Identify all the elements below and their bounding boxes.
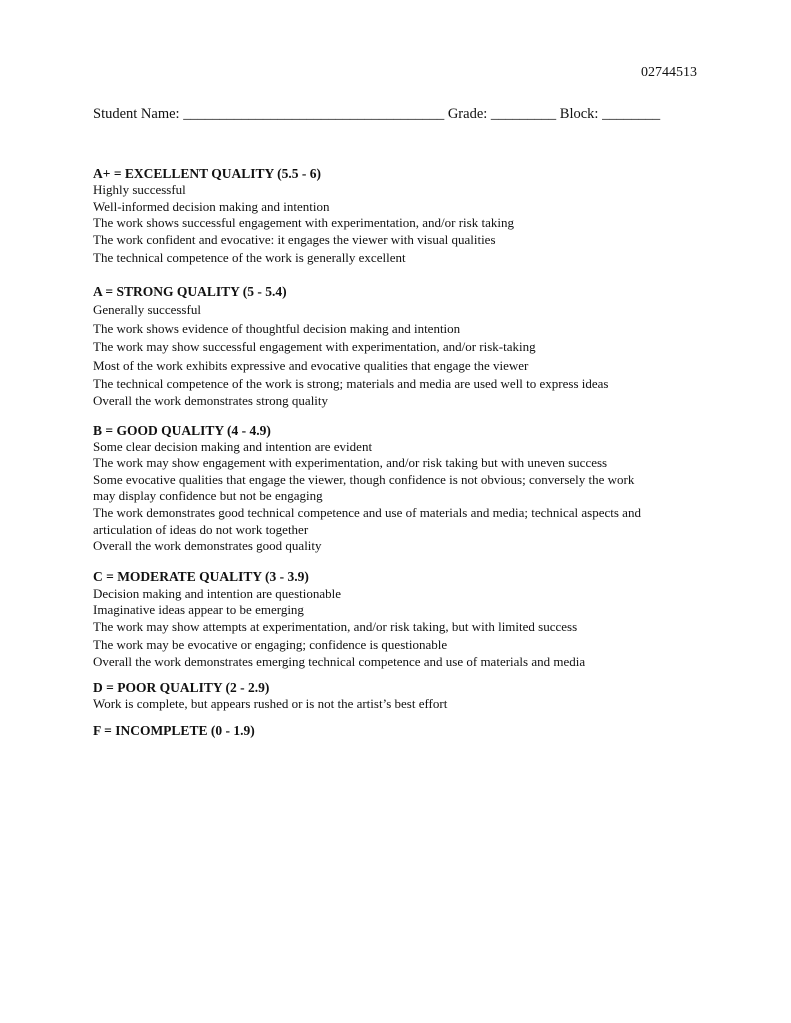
criterion-line: The technical competence of the work is strong; materials and media are used well to express ideas (93, 376, 609, 392)
criterion-line: Overall the work demonstrates strong quality (93, 392, 329, 408)
criterion-line: The work shows evidence of thoughtful decision making and intention (93, 320, 461, 336)
section-b (93, 422, 703, 555)
criterion-line: Overall the work demonstrates good quality (93, 538, 322, 554)
section-c (93, 568, 703, 671)
criterion-line: Most of the work exhibits expressive and evocative qualities that engage the viewer (93, 357, 529, 373)
criterion-line: The work may show successful engagement with experimentation, and/or risk-taking (93, 339, 536, 355)
section-f (93, 722, 703, 739)
student-info-line: Student Name: ____________________________________ Grade: _________ Block: ________ (93, 106, 661, 122)
section-title: A+ = EXCELLENT QUALITY (5.5 - 6) (93, 166, 322, 181)
criterion-line: Imaginative ideas appear to be emerging (93, 602, 304, 618)
criterion-line: Generally successful (93, 301, 201, 317)
criterion-line: Some evocative qualities that engage the viewer, though confidence is not obvious; conversely the work (93, 471, 635, 487)
criterion-line: The work shows successful engagement with experimentation, and/or risk taking (93, 215, 514, 231)
criterion-line: Decision making and intention are questionable (93, 585, 342, 601)
criterion-line: Highly successful (93, 182, 186, 197)
criterion-line: Overall the work demonstrates emerging technical competence and use of materials and media (93, 654, 586, 670)
criterion-line: The technical competence of the work is generally excellent (93, 250, 406, 266)
section-title: A = STRONG QUALITY (5 - 5.4) (93, 283, 287, 299)
section-a-plus (93, 165, 703, 267)
criterion-line: Work is complete, but appears rushed or is not the artist’s best effort (93, 695, 448, 711)
criterion-line: Some clear decision making and intention are evident (93, 438, 373, 454)
section-title: D = POOR QUALITY (2 - 2.9) (93, 679, 270, 695)
criterion-line: The work demonstrates good technical competence and use of materials and media; technical aspects and (93, 504, 641, 520)
criterion-line: The work may show attempts at experimentation, and/or risk taking, but with limited success (93, 618, 578, 634)
document-id: 02744513 (641, 65, 697, 80)
criterion-line: may display confidence but not be engaging (93, 488, 323, 504)
criterion-line: The work confident and evocative: it engages the viewer with visual qualities (93, 231, 496, 247)
section-title: B = GOOD QUALITY (4 - 4.9) (93, 422, 271, 438)
section-a (93, 283, 703, 410)
section-d (93, 679, 703, 713)
criterion-line: The work may show engagement with experimentation, and/or risk taking but with uneven success (93, 455, 608, 471)
grading-rubric (93, 165, 703, 739)
section-title: F = INCOMPLETE (0 - 1.9) (93, 723, 255, 739)
criterion-line: The work may be evocative or engaging; confidence is questionable (93, 637, 448, 653)
section-title: C = MODERATE QUALITY (3 - 3.9) (93, 568, 309, 584)
criterion-line: articulation of ideas do not work together (93, 521, 309, 537)
criterion-line: Well-informed decision making and intention (93, 198, 330, 214)
